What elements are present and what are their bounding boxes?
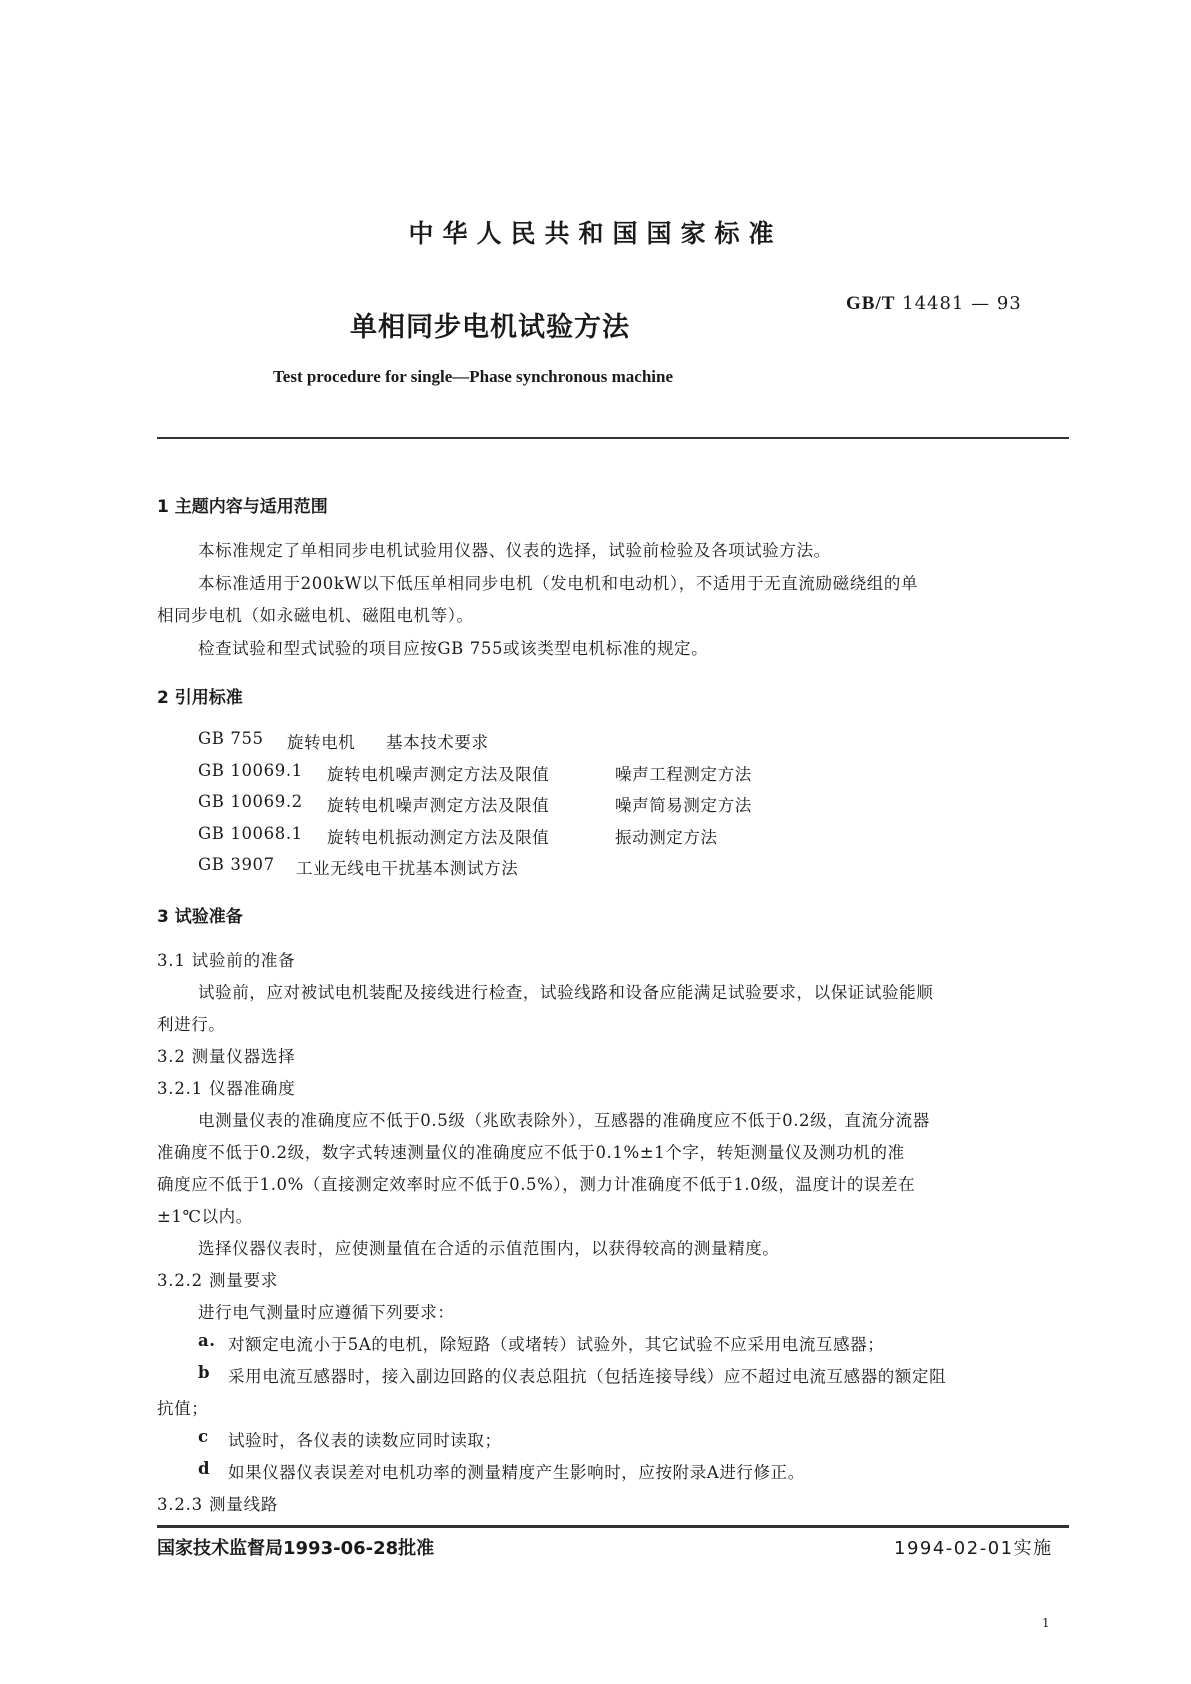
list-item-text: 如果仪器仪表误差对电机功率的测量精度产生影响时，应按附录A进行修正。 [228,1463,805,1482]
subsection-3-2-1-paragraph-2: 选择仪器仪表时，应使测量值在合适的示值范围内，以获得较高的测量精度。 [198,1239,780,1258]
reference-subtitle: 噪声工程测定方法 [615,765,752,784]
section-1-paragraph-1: 本标准规定了单相同步电机试验用仪器、仪表的选择，试验前检验及各项试验方法。 [198,541,831,560]
subsection-3-1-paragraph-line-2: 利进行。 [157,1015,226,1034]
subsection-3-2-heading: 3.2 测量仪器选择 [157,1047,296,1066]
subsection-3-2-2-heading: 3.2.2 测量要求 [157,1271,279,1290]
section-1-paragraph-3: 检查试验和型式试验的项目应按GB 755或该类型电机标准的规定。 [198,639,709,658]
subsection-3-2-1-line-3: 确度应不低于1.0%（直接测定效率时应不低于0.5%），测力计准确度不低于1.0级，温度计的误差在 [157,1175,916,1194]
reference-code: GB 10069.1 [198,761,303,780]
reference-code: GB 3907 [198,855,275,874]
reference-subtitle: 基本技术要求 [386,733,489,752]
reference-code: GB 10069.2 [198,792,303,811]
reference-title: 工业无线电干扰基本测试方法 [296,859,519,878]
list-item-label: c [198,1427,209,1446]
header-divider [157,437,1069,439]
list-item-text-continuation: 抗值； [157,1399,209,1418]
list-item-text: 试验时，各仪表的读数应同时读取； [228,1431,502,1450]
subsection-3-2-1-heading: 3.2.1 仪器准确度 [157,1079,296,1098]
section-1-paragraph-2-line-2: 相同步电机（如永磁电机、磁阻电机等）。 [157,606,474,625]
reference-code: GB 10068.1 [198,824,303,843]
page-number: 1 [1042,1616,1050,1630]
reference-title: 旋转电机 [287,733,356,752]
reference-title: 旋转电机振动测定方法及限值 [327,828,550,847]
subsection-3-2-3-heading: 3.2.3 测量线路 [157,1495,279,1514]
reference-title: 旋转电机噪声测定方法及限值 [327,765,550,784]
standard-title-en: Test procedure for single—Phase synchronous machine [273,367,674,386]
list-item-text: 采用电流互感器时，接入副边回路的仪表总阻抗（包括连接导线）应不超过电流互感器的额定阻 [228,1367,947,1386]
standard-code-prefix: GB/T [846,293,896,314]
standard-title-cn: 单相同步电机试验方法 [350,312,630,343]
subsection-3-2-1-line-1: 电测量仪表的准确度应不低于0.5级（兆欧表除外），互感器的准确度应不低于0.2级，直流分流器 [198,1111,930,1130]
subsection-3-1-heading: 3.1 试验前的准备 [157,951,296,970]
section-1-paragraph-2-line-1: 本标准适用于200kW以下低压单相同步电机（发电机和电动机），不适用于无直流励磁绕组的单 [198,574,919,593]
subsection-3-1-paragraph-line-1: 试验前，应对被试电机装配及接线进行检查，试验线路和设备应能满足试验要求，以保证试验能顺 [198,983,934,1002]
approval-date: 国家技术监督局1993-06-28批准 [157,1538,435,1559]
subsection-3-2-2-intro: 进行电气测量时应遵循下列要求： [198,1303,455,1322]
list-item-label: d [198,1459,211,1478]
footer-divider [157,1525,1069,1528]
list-item-text: 对额定电流小于5A的电机，除短路（或堵转）试验外，其它试验不应采用电流互感器； [228,1335,885,1354]
standard-code-number: 14481 — 93 [895,293,1022,314]
subsection-3-2-1-line-4: ±1℃以内。 [157,1207,253,1226]
reference-code: GB 755 [198,729,264,748]
section-2-heading: 2 引用标准 [157,688,243,708]
section-3-heading: 3 试验准备 [157,907,243,927]
reference-subtitle: 振动测定方法 [615,828,718,847]
section-1-heading: 1 主题内容与适用范围 [157,497,328,517]
list-item-label: a. [198,1331,216,1350]
subsection-3-2-1-line-2: 准确度不低于0.2级，数字式转速测量仪的准确度应不低于0.1%±1个字，转矩测量仪及测功机的准 [157,1143,905,1162]
reference-subtitle: 噪声简易测定方法 [615,796,752,815]
reference-title: 旋转电机噪声测定方法及限值 [327,796,550,815]
implementation-date: 1994-02-01实施 [894,1538,1053,1559]
national-standard-title: 中华人民共和国国家标准 [408,219,783,248]
list-item-label: b [198,1363,211,1382]
standard-code [846,293,1022,315]
